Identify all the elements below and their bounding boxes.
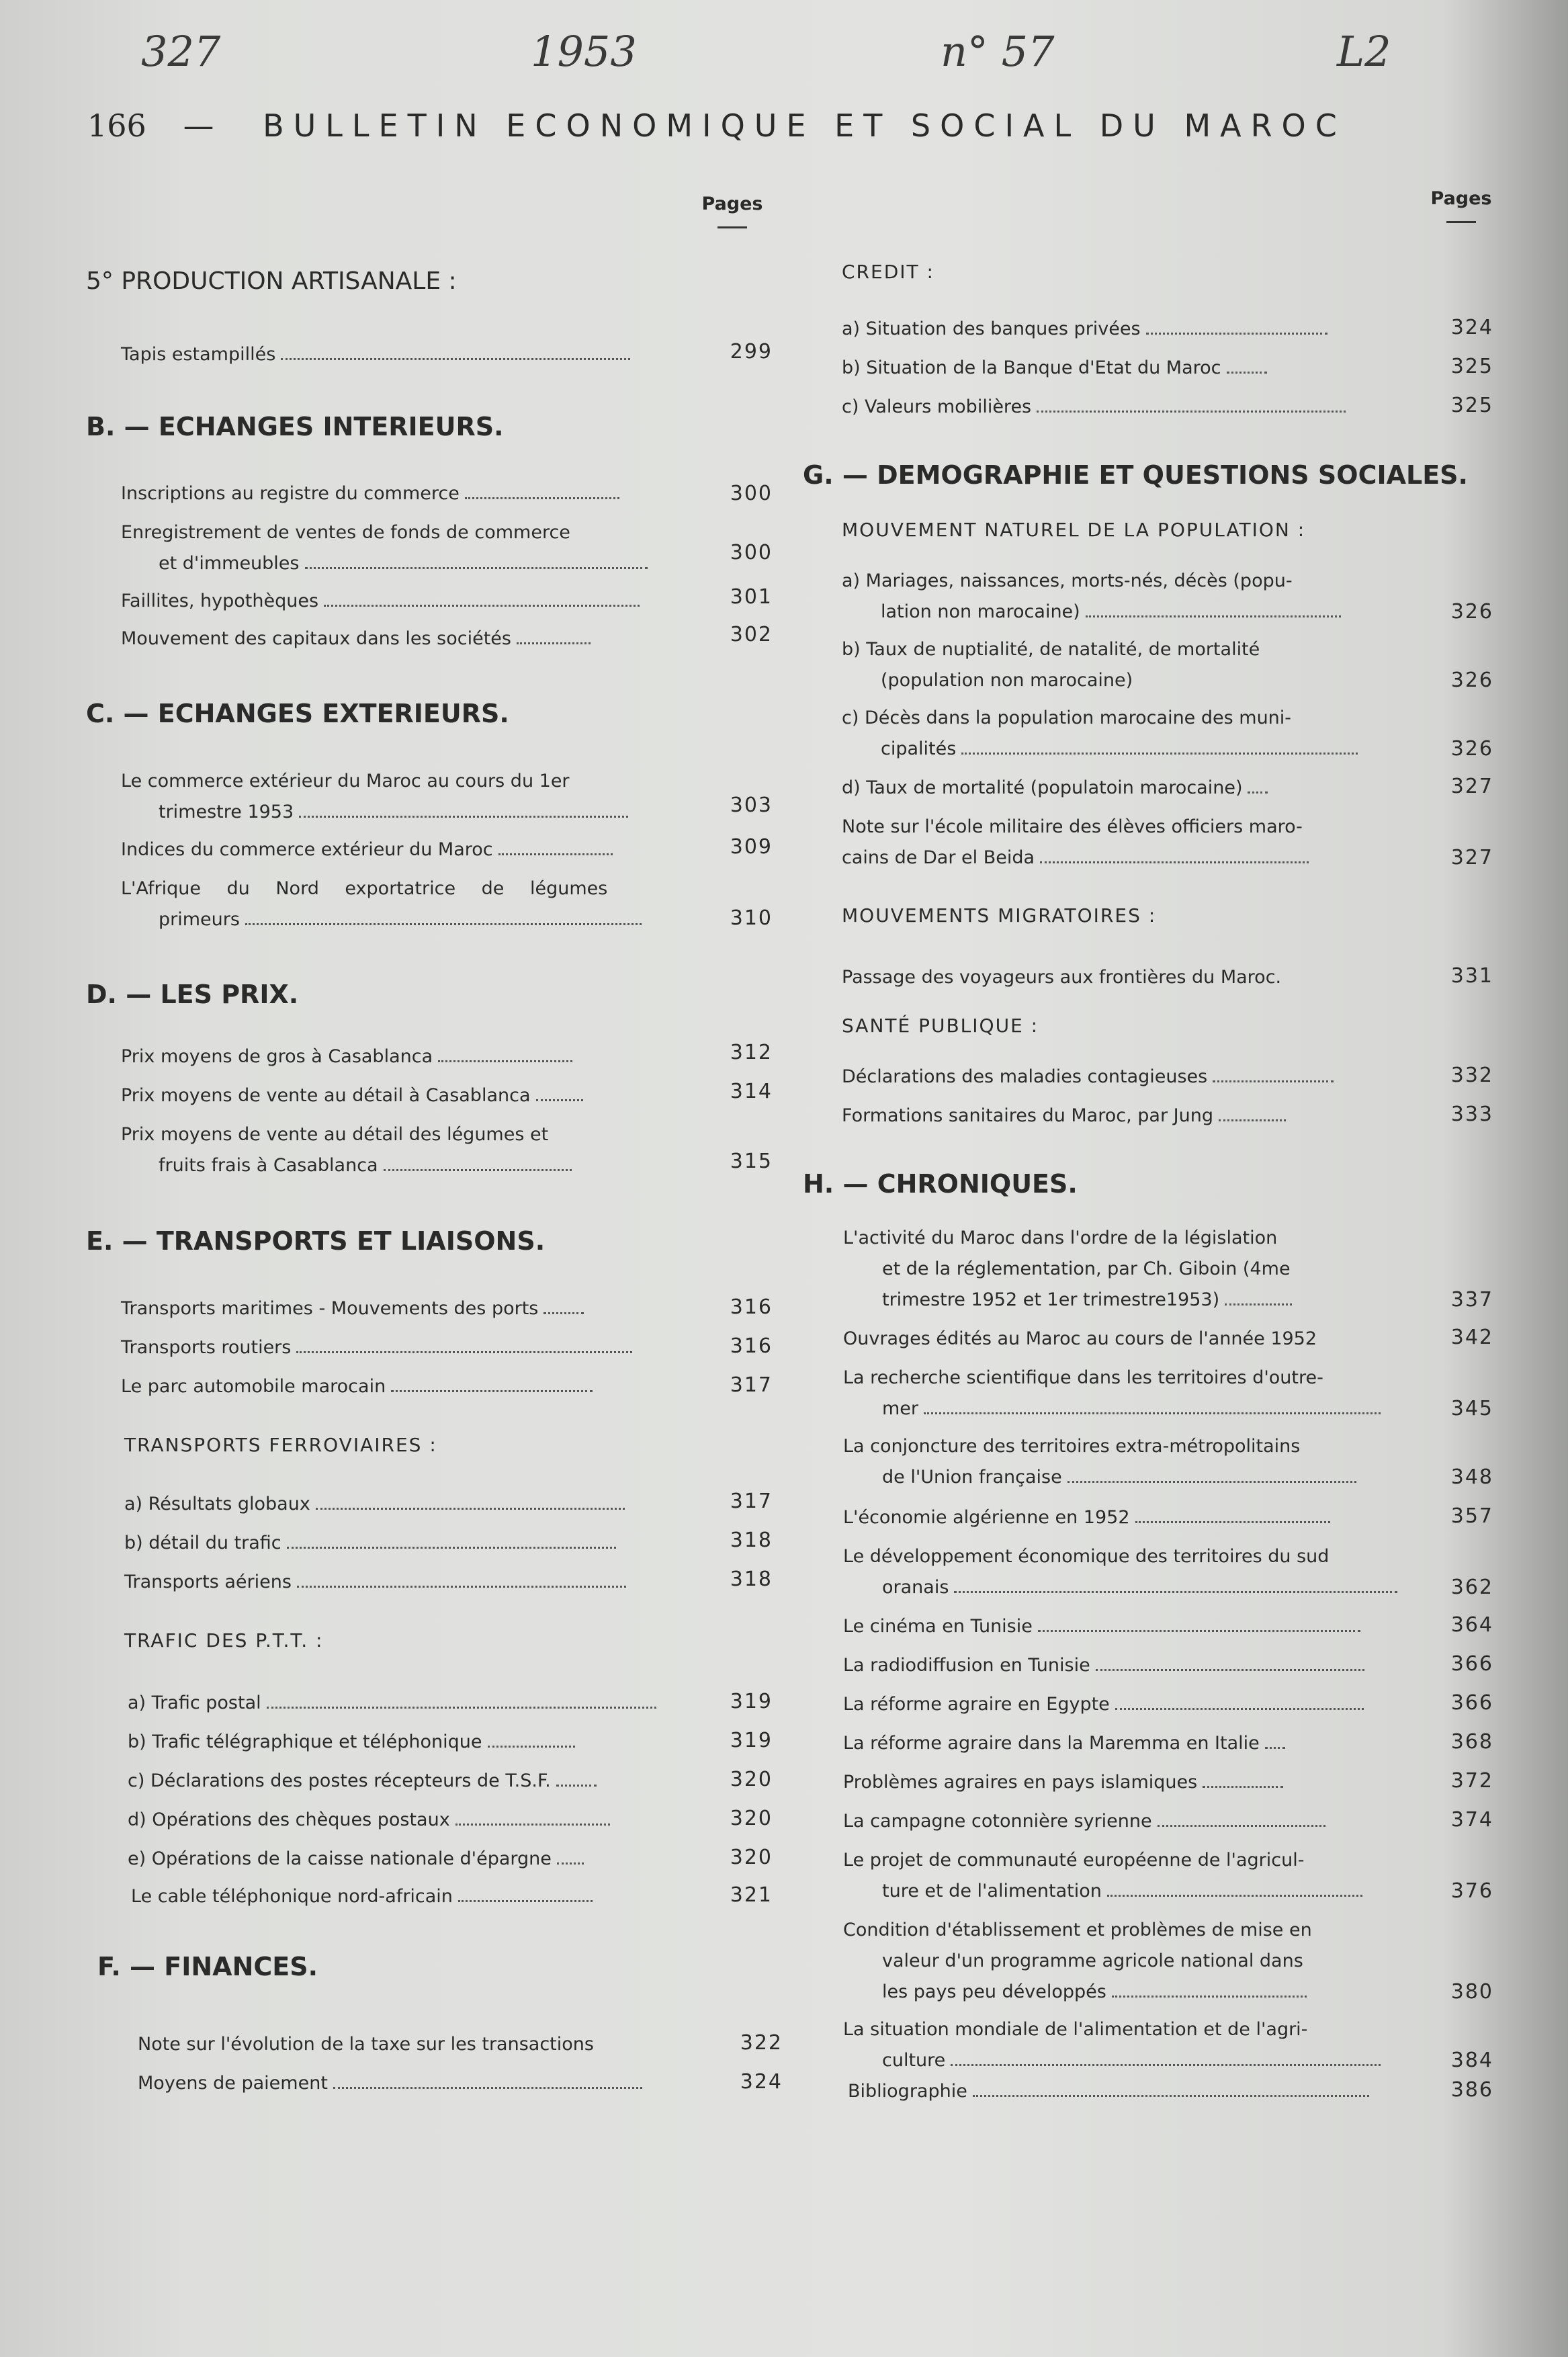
toc-entry: La réforme agraire dans la Maremma en Italie 368 (843, 1730, 1493, 1754)
subsection-title: TRANSPORTS FERROVIAIRES : (124, 1434, 437, 1456)
toc-entry: Le développement économique des territoires du sud oranais 362 (843, 1546, 1493, 1599)
toc-entry: L'économie algérienne en 1952 357 (843, 1504, 1493, 1528)
toc-entry: Inscriptions au registre du commerce 300 (121, 482, 773, 505)
section-title: G. — DEMOGRAPHIE ET QUESTIONS SOCIALES. (803, 460, 1468, 490)
toc-entry: Prix moyens de gros à Casablanca 312 (121, 1041, 773, 1067)
toc-entry: L'Afrique du Nord exportatrice de légumes primeurs 310 (121, 878, 773, 930)
toc-entry: Prix moyens de vente au détail des légumes et fruits frais à Casablanca 315 (121, 1124, 773, 1176)
section-title: 5° PRODUCTION ARTISANALE : (86, 267, 457, 295)
toc-entry: Mouvement des capitaux dans les sociétés 302 (121, 623, 773, 649)
toc-entry: La conjoncture des territoires extra-métropolitains de l'Union française 348 (843, 1436, 1493, 1489)
handwritten-note: 327 (141, 27, 221, 76)
toc-entry: b) Taux de nuptialité, de natalité, de mortalité (population non marocaine) 326 (842, 639, 1493, 692)
toc-entry: La situation mondiale de l'alimentation et de l'agri- culture 384 (843, 2019, 1493, 2072)
toc-entry: Passage des voyageurs aux frontières du Maroc. 331 (842, 964, 1493, 988)
toc-entry: a) Trafic postal 319 (128, 1690, 773, 1713)
toc-entry: La recherche scientifique dans les territoires d'outre- mer 345 (843, 1367, 1493, 1420)
toc-entry: Faillites, hypothèques 301 (121, 585, 773, 611)
toc-entry: c) Déclarations des postes récepteurs de T.S.F. 320 (128, 1768, 773, 1791)
subsection-title: TRAFIC DES P.T.T. : (124, 1629, 324, 1652)
subsection-title: MOUVEMENTS MIGRATOIRES : (842, 904, 1157, 927)
toc-entry: Problèmes agraires en pays islamiques 372 (843, 1769, 1493, 1793)
subsection-title: CREDIT : (842, 261, 934, 283)
toc-entry: Ouvrages édités au Maroc au cours de l'année 1952 342 (843, 1326, 1493, 1349)
section-title: D. — LES PRIX. (86, 980, 299, 1009)
handwritten-note: n° 57 (941, 27, 1055, 76)
toc-entry: b) détail du trafic 318 (124, 1529, 773, 1553)
header-dash: — (183, 108, 224, 144)
toc-entry: Enregistrement de ventes de fonds de commerce et d'immeubles 300 (121, 522, 773, 574)
toc-entry: Le cinéma en Tunisie 364 (843, 1613, 1493, 1637)
section-title: H. — CHRONIQUES. (803, 1169, 1078, 1199)
subsection-title: MOUVEMENT NATUREL DE LA POPULATION : (842, 519, 1306, 541)
handwritten-note: L2 (1337, 27, 1391, 76)
toc-entry: Le parc automobile marocain 317 (121, 1373, 773, 1397)
toc-entry: Transports maritimes - Mouvements des ports 316 (121, 1295, 773, 1319)
running-header (87, 108, 1491, 144)
toc-entry: c) Décès dans la population marocaine des muni- cipalités 326 (842, 708, 1493, 761)
toc-entry: Note sur l'évolution de la taxe sur les transactions 322 (138, 2031, 783, 2055)
section-title: F. — FINANCES. (97, 1952, 318, 1981)
handwritten-note: 1953 (531, 27, 637, 76)
toc-entry: Formations sanitaires du Maroc, par Jung 333 (842, 1103, 1493, 1126)
toc-entry: Le projet de communauté européenne de l'agricul- ture et de l'alimentation 376 (843, 1850, 1493, 1903)
page-number: 166 (87, 108, 146, 144)
toc-entry: Déclarations des maladies contagieuses 332 (842, 1064, 1493, 1087)
toc-entry: c) Valeurs mobilières 325 (842, 394, 1493, 417)
pages-column-label: Pages (692, 194, 773, 228)
toc-entry: Moyens de paiement 324 (138, 2070, 783, 2094)
toc-entry: d) Taux de mortalité (populatoin marocaine) 327 (842, 775, 1493, 798)
toc-entry: Prix moyens de vente au détail à Casablanca 314 (121, 1080, 773, 1106)
toc-entry: La campagne cotonnière syrienne 374 (843, 1808, 1493, 1832)
toc-entry: a) Situation des banques privées 324 (842, 316, 1493, 339)
toc-entry: a) Résultats globaux 317 (124, 1490, 773, 1514)
toc-entry: Transports routiers 316 (121, 1334, 773, 1358)
toc-entry: La réforme agraire en Egypte 366 (843, 1691, 1493, 1715)
toc-entry: Le commerce extérieur du Maroc au cours du 1er trimestre 1953 303 (121, 771, 773, 822)
toc-entry: Indices du commerce extérieur du Maroc 309 (121, 835, 773, 860)
toc-entry: a) Mariages, naissances, morts-nés, décès (popu- lation non marocaine) 326 (842, 570, 1493, 624)
toc-entry: La radiodiffusion en Tunisie 366 (843, 1652, 1493, 1676)
toc-entry: e) Opérations de la caisse nationale d'épargne 320 (128, 1846, 773, 1869)
toc-entry: Transports aériens 318 (124, 1568, 773, 1592)
toc-entry: Condition d'établissement et problèmes de mise en valeur d'un programme agricole national dans les pays peu développés 380 (843, 1920, 1493, 2004)
toc-entry: Note sur l'école militaire des élèves officiers maro- cains de Dar el Beida 327 (842, 816, 1493, 869)
toc-entry: Tapis estampillés 299 (121, 340, 773, 365)
pages-column-label: Pages (1421, 188, 1501, 223)
journal-title: BULLETIN ECONOMIQUE ET SOCIAL DU MAROC (263, 108, 1346, 144)
toc-entry: Bibliographie 386 (848, 2078, 1493, 2102)
section-title: E. — TRANSPORTS ET LIAISONS. (86, 1226, 546, 1256)
toc-entry: Le cable téléphonique nord-africain 321 (131, 1883, 773, 1907)
toc-entry: b) Situation de la Banque d'Etat du Maroc 325 (842, 355, 1493, 378)
toc-entry: d) Opérations des chèques postaux 320 (128, 1807, 773, 1830)
section-title: C. — ECHANGES EXTERIEURS. (86, 699, 509, 728)
section-title: B. — ECHANGES INTERIEURS. (86, 412, 504, 441)
subsection-title: SANTÉ PUBLIQUE : (842, 1015, 1039, 1037)
toc-entry: b) Trafic télégraphique et téléphonique 319 (128, 1729, 773, 1752)
toc-entry: L'activité du Maroc dans l'ordre de la législation et de la réglementation, par Ch. Giboin (4me trimestre 1952 et 1er trimestre1953) 337 (843, 1228, 1493, 1312)
